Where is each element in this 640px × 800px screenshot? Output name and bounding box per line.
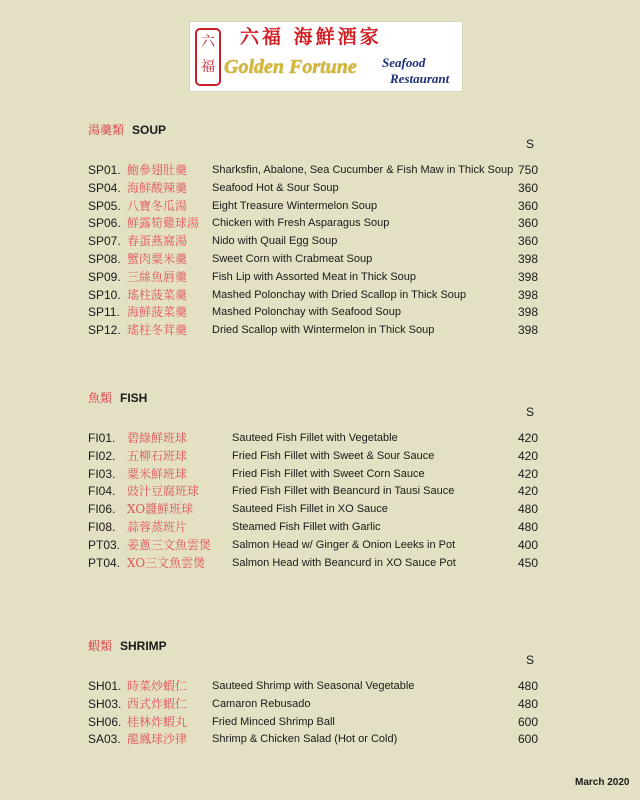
item-price: 600 [517, 714, 538, 729]
item-english-name: Fried Minced Shrimp Ball [212, 715, 335, 728]
item-chinese-name: 海鮮菠菜羹 [127, 305, 188, 320]
item-code: SH01. [88, 679, 122, 693]
menu-items [0, 162, 640, 340]
item-price: 600 [517, 732, 538, 747]
section-heading-chinese: 魚類 [88, 391, 113, 405]
item-code: FI02. [88, 448, 116, 463]
item-english-name: Sauteed Fish Fillet with Vegetable [232, 432, 398, 444]
menu-item [0, 180, 640, 198]
item-price: 360 [517, 216, 538, 231]
item-chinese-name: 時菜炒蝦仁 [127, 679, 188, 693]
price-column-header: S [526, 653, 535, 667]
item-chinese-name: 西式炸蝦仁 [127, 696, 188, 711]
item-code: FI03. [88, 466, 116, 481]
menu-item [0, 483, 640, 501]
item-code: PT03. [88, 537, 121, 552]
item-code: PT04. [88, 555, 121, 570]
item-chinese-name: 海鮮酸辣羹 [127, 180, 188, 195]
item-english-name: Fried Fish Fillet with Sweet Corn Sauce [232, 467, 425, 480]
menu-item [0, 233, 640, 251]
item-price: 420 [517, 484, 538, 499]
item-price: 420 [517, 466, 538, 481]
menu-item [0, 537, 640, 555]
item-code: SP12. [88, 323, 121, 338]
item-chinese-name: 龍鳳球沙律 [127, 732, 188, 747]
menu-item [0, 501, 640, 519]
item-price: 450 [517, 555, 538, 570]
restaurant-logo [189, 21, 463, 92]
menu-item [0, 287, 640, 305]
section-heading-chinese: 湯羹類 [88, 123, 125, 137]
item-price: 360 [517, 180, 538, 195]
menu-item [0, 731, 640, 749]
menu-item [0, 269, 640, 287]
item-code: SP08. [88, 251, 121, 266]
item-english-name: Sweet Corn with Crabmeat Soup [212, 252, 373, 265]
section-heading-english: SOUP [132, 123, 167, 137]
item-price: 480 [517, 679, 538, 693]
menu-item [0, 215, 640, 233]
item-english-name: Shrimp & Chicken Salad (Hot or Cold) [212, 733, 398, 746]
menu-item [0, 198, 640, 216]
price-column-header: S [526, 137, 535, 151]
item-chinese-name: 鮑參翅肚羹 [127, 163, 188, 177]
menu-item [0, 251, 640, 269]
section-heading [88, 121, 166, 138]
item-code: SP05. [88, 198, 121, 213]
item-chinese-name: 瑤柱冬茸羹 [127, 323, 188, 338]
item-english-name: Chicken with Fresh Asparagus Soup [212, 217, 390, 230]
item-english-name: Salmon Head with Beancurd in XO Sauce Pot [232, 556, 456, 569]
menu-item [0, 555, 640, 573]
item-chinese-name: 粟米鮮班球 [127, 466, 188, 481]
item-chinese-name: 豉汁豆腐班球 [127, 484, 200, 499]
item-english-name: Fried Fish Fillet with Beancurd in Tausi Sauce [232, 485, 455, 498]
logo-seal: 六福 [195, 28, 221, 86]
item-english-name: Eight Treasure Wintermelon Soup [212, 199, 378, 212]
item-code: SH06. [88, 714, 122, 729]
item-code: SP07. [88, 234, 121, 249]
item-price: 420 [517, 431, 538, 445]
item-english-name: Mashed Polonchay with Seafood Soup [212, 306, 401, 319]
item-code: SP11. [88, 305, 120, 320]
section-heading-english: SHRIMP [120, 639, 167, 653]
menu-item [0, 519, 640, 537]
item-chinese-name: 蟹肉粟米羹 [127, 251, 188, 266]
item-price: 398 [517, 305, 538, 320]
item-english-name: Salmon Head w/ Ginger & Onion Leeks in Pot [232, 538, 456, 551]
item-price: 400 [517, 537, 538, 552]
item-price: 750 [517, 163, 538, 177]
item-chinese-name: 五柳石班球 [127, 448, 188, 463]
menu-item [0, 678, 640, 696]
item-code: SP04. [88, 180, 121, 195]
item-chinese-name: 蒜蓉蒸班片 [127, 519, 188, 534]
item-english-name: Mashed Polonchay with Dried Scallop in Thick Soup [212, 288, 467, 301]
item-chinese-name: 瑤柱菠菜羹 [127, 287, 188, 302]
item-code: SH03. [88, 696, 122, 711]
logo-subtitle-restaurant: Restaurant [390, 71, 450, 86]
item-price: 360 [517, 234, 538, 249]
item-code: SP01. [88, 163, 121, 177]
menu-items [0, 430, 640, 572]
item-code: SA03. [88, 732, 121, 747]
item-price: 398 [517, 287, 538, 302]
item-code: FI06. [88, 502, 116, 517]
item-chinese-name: 姜蔥三文魚雲煲 [127, 537, 212, 552]
item-price: 398 [517, 323, 538, 338]
item-english-name: Sauteed Fish Fillet in XO Sauce [232, 503, 388, 516]
item-english-name: Seafood Hot & Sour Soup [212, 181, 339, 194]
item-price: 420 [517, 448, 538, 463]
item-chinese-name: 八寶冬瓜湯 [127, 198, 188, 213]
menu-date: March 2020 [575, 777, 630, 788]
item-english-name: Sharksfin, Abalone, Sea Cucumber & Fish Maw in Thick Soup [212, 164, 514, 176]
item-english-name: Nido with Quail Egg Soup [212, 235, 338, 248]
item-code: SP09. [88, 269, 121, 284]
item-chinese-name: 三絲魚唇羹 [127, 269, 188, 284]
item-english-name: Fish Lip with Assorted Meat in Thick Soup [212, 270, 417, 283]
item-price: 480 [517, 502, 538, 517]
menu-item [0, 430, 640, 448]
item-price: 480 [517, 519, 538, 534]
logo-english-name: Golden Fortune [224, 56, 357, 78]
item-english-name: Fried Fish Fillet with Sweet & Sour Sauce [232, 449, 435, 462]
menu-item [0, 696, 640, 714]
item-code: FI04. [88, 484, 116, 499]
item-chinese-name: 桂林炸蝦丸 [127, 714, 188, 729]
price-column-header: S [526, 405, 535, 419]
menu-item [0, 162, 640, 180]
section-heading-chinese: 蝦類 [88, 639, 113, 653]
item-english-name: Camaron Rebusado [212, 697, 311, 710]
item-chinese-name: 鮮露筍雞球湯 [127, 216, 200, 231]
item-price: 398 [517, 269, 538, 284]
item-chinese-name: 碧綠鮮班球 [127, 431, 188, 445]
item-chinese-name: XO三文魚雲煲 [127, 555, 206, 570]
section-heading [88, 389, 147, 406]
item-chinese-name: 春蛋燕窩湯 [127, 234, 188, 249]
item-chinese-name: XO醬鮮班球 [127, 502, 194, 517]
logo-subtitle-seafood: Seafood [382, 55, 426, 70]
menu-item [0, 304, 640, 322]
menu-item [0, 466, 640, 484]
item-price: 398 [517, 251, 538, 266]
menu-items [0, 678, 640, 749]
item-english-name: Dried Scallop with Wintermelon in Thick Soup [212, 324, 435, 337]
item-code: SP10. [88, 287, 121, 302]
menu-item [0, 322, 640, 340]
item-code: FI08. [88, 519, 116, 534]
item-code: SP06. [88, 216, 121, 231]
item-code: FI01. [88, 431, 116, 445]
item-english-name: Steamed Fish Fillet with Garlic [232, 520, 381, 533]
item-english-name: Sauteed Shrimp with Seasonal Vegetable [212, 680, 415, 692]
menu-item [0, 448, 640, 466]
section-heading [88, 637, 167, 654]
item-price: 480 [517, 696, 538, 711]
menu-item [0, 714, 640, 732]
section-heading-english: FISH [120, 391, 148, 405]
logo-chinese-name: 六福 海鮮酒家 [240, 26, 382, 48]
item-price: 360 [517, 198, 538, 213]
